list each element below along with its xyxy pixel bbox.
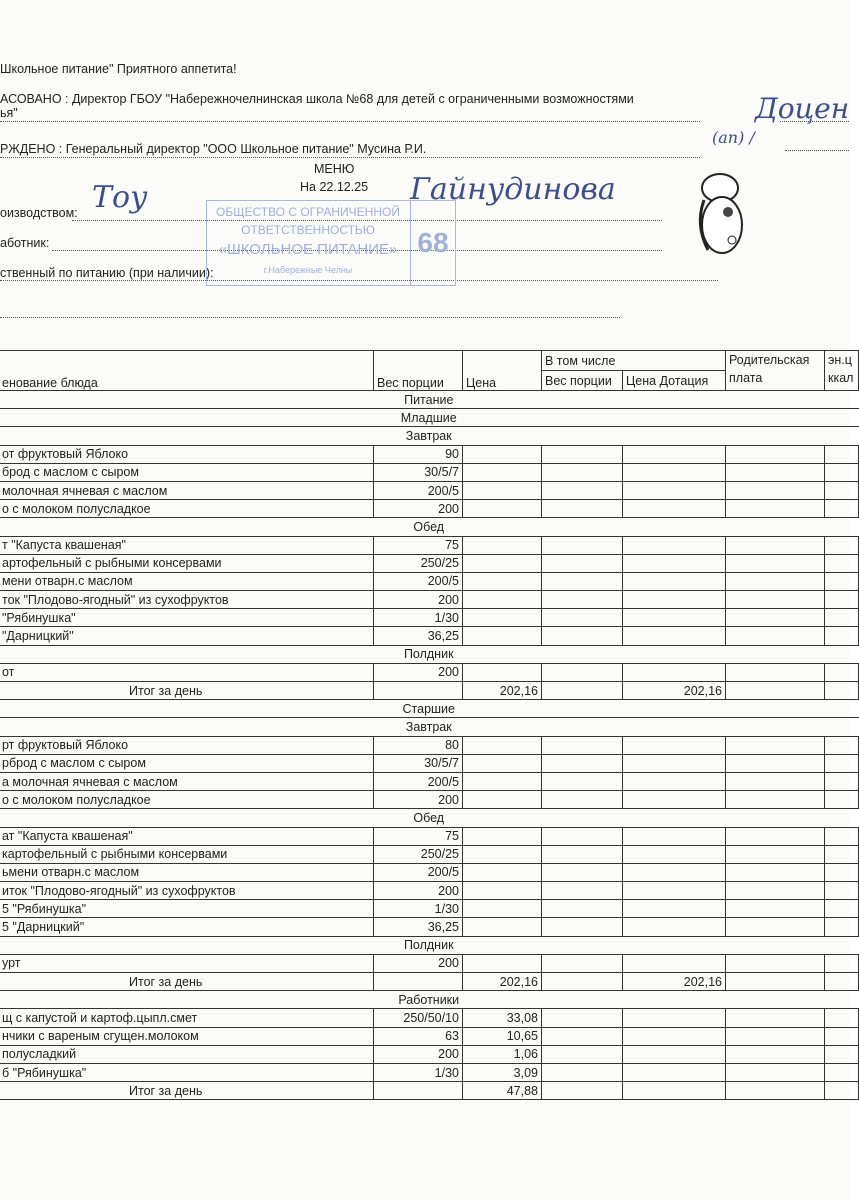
section-title: Полдник bbox=[0, 936, 859, 954]
table-row bbox=[0, 900, 859, 918]
weight-cell: 200/5 bbox=[374, 863, 463, 881]
weight-cell bbox=[374, 973, 463, 991]
section-title: Обед bbox=[0, 518, 859, 536]
incl-weight-cell bbox=[542, 663, 623, 681]
incl-weight-cell bbox=[542, 1063, 623, 1081]
menu-date: На 22.12.25 bbox=[300, 180, 369, 194]
kcal-cell bbox=[825, 572, 859, 590]
incl-weight-cell bbox=[542, 772, 623, 790]
weight-cell: 250/50/10 bbox=[374, 1009, 463, 1027]
kcal-cell bbox=[825, 609, 859, 627]
price-cell bbox=[463, 954, 542, 972]
dotation-cell bbox=[623, 845, 726, 863]
kcal-cell bbox=[825, 481, 859, 499]
section-row bbox=[0, 391, 859, 409]
signature-line bbox=[785, 150, 849, 151]
parent-pay-cell bbox=[726, 754, 825, 772]
parent-pay-cell bbox=[726, 536, 825, 554]
parent-pay-cell bbox=[726, 591, 825, 609]
kcal-cell bbox=[825, 536, 859, 554]
col-header-name: енование блюда bbox=[0, 351, 374, 391]
dotation-cell bbox=[623, 791, 726, 809]
parent-pay-cell bbox=[726, 481, 825, 499]
weight-cell: 30/5/7 bbox=[374, 463, 463, 481]
section-row bbox=[0, 809, 859, 827]
dotation-cell bbox=[623, 772, 726, 790]
parent-pay-cell bbox=[726, 736, 825, 754]
parent-pay-cell bbox=[726, 1009, 825, 1027]
stamp-text: г.Набережные Челны bbox=[263, 265, 353, 275]
kcal-cell bbox=[825, 827, 859, 845]
col-header-price: Цена bbox=[463, 351, 542, 391]
dish-name: иток "Плодово-ягодный" из сухофруктов bbox=[0, 882, 374, 900]
handwritten-signature: Доцен bbox=[755, 92, 850, 125]
weight-cell: 200 bbox=[374, 591, 463, 609]
price-cell bbox=[463, 500, 542, 518]
weight-cell: 75 bbox=[374, 827, 463, 845]
dotation-cell bbox=[623, 1063, 726, 1081]
section-row bbox=[0, 518, 859, 536]
section-row bbox=[0, 718, 859, 736]
incl-weight-cell bbox=[542, 1082, 623, 1100]
weight-cell: 1/30 bbox=[374, 900, 463, 918]
col-header-including: В том числе bbox=[542, 351, 726, 371]
dish-name: "Рябинушка" bbox=[0, 609, 374, 627]
total-label: Итог за день bbox=[0, 973, 374, 991]
table-row bbox=[0, 1063, 859, 1081]
kcal-cell bbox=[825, 500, 859, 518]
parent-pay-cell bbox=[726, 1027, 825, 1045]
dish-name: рт фруктовый Яблоко bbox=[0, 736, 374, 754]
weight-cell: 63 bbox=[374, 1027, 463, 1045]
kcal-cell bbox=[825, 1027, 859, 1045]
weight-cell: 200 bbox=[374, 791, 463, 809]
incl-weight-cell bbox=[542, 900, 623, 918]
weight-cell: 200 bbox=[374, 663, 463, 681]
dish-name: о с молоком полусладкое bbox=[0, 500, 374, 518]
kcal-cell bbox=[825, 918, 859, 936]
weight-cell: 36,25 bbox=[374, 627, 463, 645]
weight-cell: 200 bbox=[374, 882, 463, 900]
incl-weight-cell bbox=[542, 827, 623, 845]
table-row bbox=[0, 882, 859, 900]
weight-cell: 1/30 bbox=[374, 1063, 463, 1081]
agreed-line: АСОВАНО : Директор ГБОУ "Набережночелнинская школа №68 для детей с ограниченными возможностями bbox=[0, 92, 634, 106]
kcal-cell bbox=[825, 845, 859, 863]
dotation-cell bbox=[623, 882, 726, 900]
dish-name: 5 "Рябинушка" bbox=[0, 900, 374, 918]
price-cell bbox=[463, 900, 542, 918]
price-cell bbox=[463, 791, 542, 809]
table-row bbox=[0, 863, 859, 881]
dotation-cell bbox=[623, 627, 726, 645]
parent-pay-cell bbox=[726, 791, 825, 809]
parent-pay-cell bbox=[726, 1082, 825, 1100]
table-row bbox=[0, 554, 859, 572]
parent-pay-cell bbox=[726, 827, 825, 845]
kcal-cell bbox=[825, 973, 859, 991]
stamp-text: «ШКОЛЬНОЕ ПИТАНИЕ» bbox=[218, 241, 398, 258]
incl-weight-cell bbox=[542, 554, 623, 572]
weight-cell: 200 bbox=[374, 1045, 463, 1063]
incl-weight-cell bbox=[542, 791, 623, 809]
parent-pay-cell bbox=[726, 609, 825, 627]
menu-title: МЕНЮ bbox=[314, 162, 355, 176]
parent-pay-cell bbox=[726, 863, 825, 881]
dotation-cell bbox=[623, 536, 726, 554]
total-row bbox=[0, 973, 859, 991]
parent-pay-cell bbox=[726, 882, 825, 900]
incl-weight-cell bbox=[542, 882, 623, 900]
price-cell bbox=[463, 536, 542, 554]
table-row bbox=[0, 791, 859, 809]
greeting-line: Школьное питание" Приятного аппетита! bbox=[0, 62, 237, 76]
incl-weight-cell bbox=[542, 736, 623, 754]
section-row bbox=[0, 645, 859, 663]
incl-weight-cell bbox=[542, 1009, 623, 1027]
weight-cell bbox=[374, 682, 463, 700]
kcal-cell bbox=[825, 882, 859, 900]
price-cell bbox=[463, 845, 542, 863]
weight-cell bbox=[374, 1082, 463, 1100]
kcal-cell bbox=[825, 754, 859, 772]
incl-weight-cell bbox=[542, 973, 623, 991]
kcal-cell bbox=[825, 791, 859, 809]
dish-name: от фруктовый Яблоко bbox=[0, 445, 374, 463]
dish-name: рброд с маслом с сыром bbox=[0, 754, 374, 772]
incl-weight-cell bbox=[542, 1027, 623, 1045]
parent-pay-cell bbox=[726, 1063, 825, 1081]
price-cell bbox=[463, 554, 542, 572]
incl-weight-cell bbox=[542, 754, 623, 772]
kcal-cell bbox=[825, 445, 859, 463]
price-cell: 202,16 bbox=[463, 973, 542, 991]
agreed-line-cont: ья" bbox=[0, 106, 18, 120]
table-row bbox=[0, 500, 859, 518]
dish-name: мени отварн.с маслом bbox=[0, 572, 374, 590]
dish-name: полусладкий bbox=[0, 1045, 374, 1063]
parent-pay-cell bbox=[726, 463, 825, 481]
kcal-cell bbox=[825, 663, 859, 681]
section-row bbox=[0, 991, 859, 1009]
weight-cell: 200/5 bbox=[374, 481, 463, 499]
chef-mascot-icon bbox=[690, 170, 750, 260]
dish-name: 5 "Дарницкий" bbox=[0, 918, 374, 936]
section-title: Работники bbox=[0, 991, 859, 1009]
weight-cell: 200/5 bbox=[374, 572, 463, 590]
table-row bbox=[0, 445, 859, 463]
incl-weight-cell bbox=[542, 682, 623, 700]
kcal-cell bbox=[825, 627, 859, 645]
total-row bbox=[0, 682, 859, 700]
weight-cell: 250/25 bbox=[374, 845, 463, 863]
kcal-cell bbox=[825, 1063, 859, 1081]
kcal-cell bbox=[825, 736, 859, 754]
incl-weight-cell bbox=[542, 445, 623, 463]
kcal-cell bbox=[825, 772, 859, 790]
col-header-weight: Вес порции bbox=[374, 351, 463, 391]
total-row bbox=[0, 1082, 859, 1100]
handwritten-signature: Тоу bbox=[92, 180, 148, 215]
table-row bbox=[0, 591, 859, 609]
weight-cell: 30/5/7 bbox=[374, 754, 463, 772]
dotation-cell bbox=[623, 1027, 726, 1045]
kcal-cell bbox=[825, 554, 859, 572]
signature-line bbox=[0, 317, 620, 318]
parent-pay-cell bbox=[726, 918, 825, 936]
dotation-cell: 202,16 bbox=[623, 973, 726, 991]
table-row bbox=[0, 536, 859, 554]
dish-name: картофельный с рыбными консервами bbox=[0, 845, 374, 863]
stamp-text: ОТВЕТСТВЕННОСТЬЮ bbox=[241, 223, 375, 237]
handwritten-initials: (ап) / bbox=[712, 128, 755, 147]
worker-label: аботник: bbox=[0, 236, 50, 250]
signature-line bbox=[0, 121, 700, 122]
total-label: Итог за день bbox=[0, 682, 374, 700]
approved-line: РЖДЕНО : Генеральный директор "ООО Школьное питание" Мусина Р.И. bbox=[0, 142, 427, 156]
total-label: Итог за день bbox=[0, 1082, 374, 1100]
dotation-cell bbox=[623, 1045, 726, 1063]
weight-cell: 90 bbox=[374, 445, 463, 463]
price-cell bbox=[463, 463, 542, 481]
weight-cell: 36,25 bbox=[374, 918, 463, 936]
table-row bbox=[0, 736, 859, 754]
incl-weight-cell bbox=[542, 1045, 623, 1063]
section-title: Обед bbox=[0, 809, 859, 827]
price-cell bbox=[463, 591, 542, 609]
dotation-cell bbox=[623, 609, 726, 627]
parent-pay-cell bbox=[726, 627, 825, 645]
section-row bbox=[0, 936, 859, 954]
table-row bbox=[0, 918, 859, 936]
section-title: Старшие bbox=[0, 700, 859, 718]
price-cell: 10,65 bbox=[463, 1027, 542, 1045]
table-row bbox=[0, 845, 859, 863]
parent-pay-cell bbox=[726, 554, 825, 572]
col-header-parent-pay: Родительская плата bbox=[726, 351, 825, 391]
stamp-number: 68 bbox=[410, 201, 455, 285]
incl-weight-cell bbox=[542, 863, 623, 881]
company-stamp bbox=[206, 200, 456, 286]
price-cell bbox=[463, 772, 542, 790]
parent-pay-cell bbox=[726, 572, 825, 590]
parent-pay-cell bbox=[726, 663, 825, 681]
col-header-incl-price: Цена Дотация bbox=[623, 371, 726, 391]
kcal-cell bbox=[825, 682, 859, 700]
table-row bbox=[0, 663, 859, 681]
price-cell: 1,06 bbox=[463, 1045, 542, 1063]
table-row bbox=[0, 954, 859, 972]
price-cell bbox=[463, 663, 542, 681]
table-row bbox=[0, 1009, 859, 1027]
dish-name: о с молоком полусладкое bbox=[0, 791, 374, 809]
dish-name: щ с капустой и картоф.цыпл.смет bbox=[0, 1009, 374, 1027]
dotation-cell bbox=[623, 918, 726, 936]
section-row bbox=[0, 427, 859, 445]
price-cell bbox=[463, 572, 542, 590]
table-row bbox=[0, 827, 859, 845]
table-row bbox=[0, 1027, 859, 1045]
price-cell: 33,08 bbox=[463, 1009, 542, 1027]
dish-name: брод с маслом с сыром bbox=[0, 463, 374, 481]
dish-name: артофельный с рыбными консервами bbox=[0, 554, 374, 572]
parent-pay-cell bbox=[726, 682, 825, 700]
section-title: Завтрак bbox=[0, 718, 859, 736]
incl-weight-cell bbox=[542, 481, 623, 499]
price-cell bbox=[463, 863, 542, 881]
price-cell: 202,16 bbox=[463, 682, 542, 700]
weight-cell: 200/5 bbox=[374, 772, 463, 790]
table-row bbox=[0, 463, 859, 481]
parent-pay-cell bbox=[726, 500, 825, 518]
incl-weight-cell bbox=[542, 536, 623, 554]
table-row bbox=[0, 627, 859, 645]
table-row bbox=[0, 1045, 859, 1063]
dotation-cell bbox=[623, 736, 726, 754]
incl-weight-cell bbox=[542, 572, 623, 590]
incl-weight-cell bbox=[542, 627, 623, 645]
dotation-cell bbox=[623, 863, 726, 881]
dish-name: т "Капуста квашеная" bbox=[0, 536, 374, 554]
section-title: Завтрак bbox=[0, 427, 859, 445]
weight-cell: 200 bbox=[374, 954, 463, 972]
kcal-cell bbox=[825, 591, 859, 609]
handwritten-signature: Гайнудинова bbox=[410, 172, 616, 207]
col-header-kcal: эн.ц ккал bbox=[825, 351, 859, 391]
kcal-cell bbox=[825, 1045, 859, 1063]
dish-name: ток "Плодово-ягодный" из сухофруктов bbox=[0, 591, 374, 609]
price-cell bbox=[463, 882, 542, 900]
parent-pay-cell bbox=[726, 772, 825, 790]
kcal-cell bbox=[825, 463, 859, 481]
dotation-cell bbox=[623, 1082, 726, 1100]
dotation-cell: 202,16 bbox=[623, 682, 726, 700]
dish-name: молочная ячневая с маслом bbox=[0, 481, 374, 499]
table-row bbox=[0, 481, 859, 499]
price-cell bbox=[463, 481, 542, 499]
weight-cell: 75 bbox=[374, 536, 463, 554]
dotation-cell bbox=[623, 591, 726, 609]
kcal-cell bbox=[825, 900, 859, 918]
dotation-cell bbox=[623, 663, 726, 681]
price-cell bbox=[463, 445, 542, 463]
incl-weight-cell bbox=[542, 500, 623, 518]
production-label: оизводством: bbox=[0, 206, 78, 220]
parent-pay-cell bbox=[726, 900, 825, 918]
parent-pay-cell bbox=[726, 973, 825, 991]
parent-pay-cell bbox=[726, 845, 825, 863]
dotation-cell bbox=[623, 1009, 726, 1027]
menu-table bbox=[0, 350, 859, 1100]
price-cell bbox=[463, 918, 542, 936]
parent-pay-cell bbox=[726, 1045, 825, 1063]
price-cell bbox=[463, 754, 542, 772]
price-cell bbox=[463, 627, 542, 645]
incl-weight-cell bbox=[542, 591, 623, 609]
section-row bbox=[0, 409, 859, 427]
weight-cell: 250/25 bbox=[374, 554, 463, 572]
kcal-cell bbox=[825, 1082, 859, 1100]
signature-line bbox=[0, 157, 700, 158]
dotation-cell bbox=[623, 827, 726, 845]
incl-weight-cell bbox=[542, 954, 623, 972]
table-row bbox=[0, 754, 859, 772]
kcal-cell bbox=[825, 954, 859, 972]
dotation-cell bbox=[623, 954, 726, 972]
table-row bbox=[0, 572, 859, 590]
price-cell bbox=[463, 827, 542, 845]
dish-name: б "Рябинушка" bbox=[0, 1063, 374, 1081]
table-header-row bbox=[0, 351, 859, 371]
price-cell: 47,88 bbox=[463, 1082, 542, 1100]
table-row bbox=[0, 772, 859, 790]
dotation-cell bbox=[623, 754, 726, 772]
section-title: Младшие bbox=[0, 409, 859, 427]
kcal-cell bbox=[825, 1009, 859, 1027]
col-header-incl-weight: Вес порции bbox=[542, 371, 623, 391]
incl-weight-cell bbox=[542, 845, 623, 863]
incl-weight-cell bbox=[542, 918, 623, 936]
dish-name: а молочная ячневая с маслом bbox=[0, 772, 374, 790]
dotation-cell bbox=[623, 900, 726, 918]
dotation-cell bbox=[623, 445, 726, 463]
dotation-cell bbox=[623, 500, 726, 518]
stamp-text: ОБЩЕСТВО С ОГРАНИЧЕННОЙ bbox=[216, 205, 400, 219]
table-row bbox=[0, 609, 859, 627]
dish-name: нчики с вареным сгущен.молоком bbox=[0, 1027, 374, 1045]
incl-weight-cell bbox=[542, 463, 623, 481]
section-row bbox=[0, 700, 859, 718]
dotation-cell bbox=[623, 572, 726, 590]
parent-pay-cell bbox=[726, 445, 825, 463]
incl-weight-cell bbox=[542, 609, 623, 627]
weight-cell: 1/30 bbox=[374, 609, 463, 627]
dotation-cell bbox=[623, 463, 726, 481]
weight-cell: 80 bbox=[374, 736, 463, 754]
section-title: Питание bbox=[0, 391, 859, 409]
dish-name: ьмени отварн.с маслом bbox=[0, 863, 374, 881]
parent-pay-cell bbox=[726, 954, 825, 972]
price-cell bbox=[463, 609, 542, 627]
dish-name: "Дарницкий" bbox=[0, 627, 374, 645]
price-cell: 3,09 bbox=[463, 1063, 542, 1081]
dish-name: от bbox=[0, 663, 374, 681]
section-title: Полдник bbox=[0, 645, 859, 663]
dish-name: урт bbox=[0, 954, 374, 972]
dish-name: ат "Капуста квашеная" bbox=[0, 827, 374, 845]
price-cell bbox=[463, 736, 542, 754]
dotation-cell bbox=[623, 481, 726, 499]
responsible-label: ственный по питанию (при наличии): bbox=[0, 266, 214, 280]
dotation-cell bbox=[623, 554, 726, 572]
weight-cell: 200 bbox=[374, 500, 463, 518]
kcal-cell bbox=[825, 863, 859, 881]
